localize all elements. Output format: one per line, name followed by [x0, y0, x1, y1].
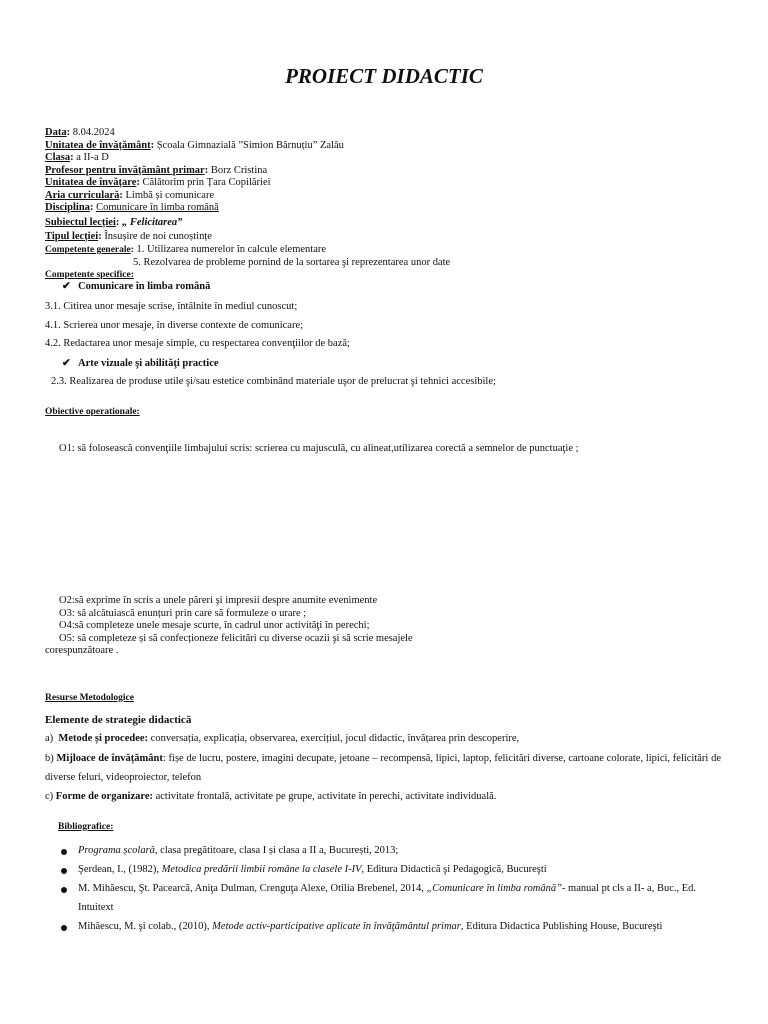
discipline-value: Comunicare în limba română: [96, 202, 219, 213]
forms-label: Forme de organizare:: [55, 791, 153, 802]
subject-label: Subiectul lecției: [45, 217, 116, 228]
unit-label: Unitatea de învățare: [45, 177, 137, 188]
objective-o5-cont: corespunzătoare .: [45, 645, 119, 656]
date-value: 8.04.2024: [72, 127, 115, 138]
school-value: Școala Gimnazială ”Simion Bărnuțiu” Zalău: [156, 139, 344, 151]
means-row: b) Mijloace de învățământ: fișe de lucru, postere, imagini decupate, jetoane – recompensă, lipici, laptop, felicitări diverse, cartoane colorate, lipici, felicitări de diverse feluri, videoproiector, telefon: [45, 753, 721, 783]
methods-row: a) Metode și procedee: conversația, explicația, observarea, exercițiul, jocul didactic, învățarea prin descoperire,: [45, 733, 520, 744]
strategy-heading: Elemente de strategie didactică: [45, 714, 192, 726]
forms-value: activitate frontală, activitate pe grupe, activitate în perechi, activitate individuală.: [155, 791, 497, 802]
competence-3-1: 3.1. Citirea unor mesaje scrise, întâlnite în mediul cunoscut;: [45, 301, 298, 312]
area-label: Aria curriculară: [45, 189, 120, 201]
area-value: Limbă și comunicare: [125, 189, 215, 201]
section-heading-romanian: ✔ Comunicare în limba română: [62, 281, 211, 292]
forms-row: c) Forme de organizare: activitate frontală, activitate pe grupe, activitate în perechi, activitate individuală.: [45, 791, 497, 802]
objective-o4: O4:să completeze unele mesaje scurte, în cadrul unor activităţi în perechi;: [59, 620, 370, 631]
area-row: Aria curriculară: Limbă și comunicare: [45, 189, 215, 201]
teacher-row: Profesor pentru învățământ primar: Borz Cristina: [45, 164, 268, 176]
teacher-label: Profesor pentru învățământ primar: [45, 164, 205, 176]
page-title: PROIECT DIDACTIC: [285, 64, 483, 88]
general-competence-1: 1. Utilizarea numerelor în calcule elementare: [136, 244, 327, 255]
subject-row: Subiectul lecției: „ Felicitarea”: [45, 217, 183, 228]
specific-competences-label: Competente specifice:: [45, 270, 134, 280]
unit-value: Călătorim prin Țara Copilăriei: [142, 177, 271, 188]
unit-row: Unitatea de învățare: Călătorim prin Țara Copilăriei: [45, 177, 271, 188]
objective-o1: O1: să folosească convenţiile limbajului scris: scrierea cu majusculă, cu alineat,utilizarea corectă a semnelor de punctuaţie ;: [59, 443, 579, 454]
section-heading-arts: ✔ Arte vizuale şi abilităţi practice: [62, 358, 219, 369]
bullet-icon: [61, 887, 67, 893]
bullet-icon: [61, 868, 67, 874]
competence-4-2: 4.2. Redactarea unor mesaje simple, cu respectarea convenţiilor de bază;: [45, 338, 350, 349]
resources-label: Resurse Metodologice: [45, 693, 134, 703]
checkmark-icon: ✔: [62, 281, 71, 292]
checkmark-icon: ✔: [62, 358, 71, 369]
objective-o2: O2:să exprime în scris a unele păreri şi impresii despre anumite evenimente: [59, 595, 378, 606]
teacher-value: Borz Cristina: [210, 164, 268, 176]
bibliography-item: Mihăescu, M. şi colab., (2010), Metode activ-participative aplicate în învăţământul primar, Editura Didactica Publishing House, Bucureşti: [78, 921, 662, 932]
general-competences-row: Competente generale: 1. Utilizarea numerelor în calcule elementare: [45, 244, 327, 255]
lesson-type-value: Însușire de noi cunoștințe: [104, 231, 212, 242]
objectives-label: Obiective operationale:: [45, 407, 140, 417]
lesson-type-label: Tipul lecției: [45, 231, 99, 242]
bibliography-item: Şerdean, I., (1982), Metodica predării limbii române la clasele I-IV, Editura Didactică şi Pedagogică, Bucureşti: [78, 864, 547, 875]
school-row: Unitatea de învățământ: Școala Gimnazială ”Simion Bărnuțiu” Zalău: [45, 139, 344, 151]
class-row: Clasa: a II-a D: [45, 152, 109, 163]
methods-value: conversația, explicația, observarea, exercițiul, jocul didactic, învățarea prin descoperire,: [150, 733, 520, 744]
discipline-label: Disciplina: [45, 202, 90, 213]
means-label: Mijloace de învățământ: [56, 753, 163, 764]
date-row: Data: 8.04.2024: [45, 127, 115, 138]
discipline-row: Disciplina: Comunicare în limba română: [45, 202, 219, 213]
competence-4-1: 4.1. Scrierea unor mesaje, în diverse contexte de comunicare;: [45, 320, 304, 331]
objective-o5: O5: să completeze și să confecționeze felicitări cu diverse ocazii şi să scrie mesajele: [59, 632, 413, 644]
bullet-icon: [61, 925, 67, 931]
bibliography-label: Bibliografice:: [58, 822, 114, 832]
class-value: a II-a D: [76, 152, 109, 163]
means-value: : fișe de lucru, postere, imagini decupate, jetoane – recompensă, lipici, laptop, felicitări diverse, cartoane colorate, lipici, felicitări de diverse feluri, videoproiector, telefon: [45, 753, 721, 783]
general-competences-label: Competente generale: [45, 245, 131, 255]
date-label: Data: [45, 127, 67, 138]
competence-2-3: 2.3. Realizarea de produse utile şi/sau estetice combinând materiale uşor de prelucrat şi tehnici accesibile;: [51, 376, 496, 387]
lesson-type-row: Tipul lecției: Însușire de noi cunoștințe: [45, 231, 212, 242]
subject-value: „ Felicitarea”: [122, 217, 183, 228]
school-label: Unitatea de învățământ: [45, 139, 151, 151]
class-label: Clasa: [45, 152, 71, 163]
methods-label: Metode și procedee:: [58, 733, 149, 744]
bibliography-item: M. Mihăescu, Şt. Pacearcă, Aniţa Dulman, Crenguţa Alexe, Otilia Brebenel, 2014, „Comunicare în limba română”- manual pt cls a II- a, Buc., Ed.: [78, 883, 696, 894]
objective-o3: O3: să alcătuiască enunțuri prin care să formuleze o urare ;: [59, 607, 307, 619]
general-competence-2: 5. Rezolvarea de probleme pornind de la sortarea şi reprezentarea unor date: [133, 257, 451, 268]
bibliography-item: Programa școlară, clasa pregătitoare, clasa I și clasa a II a, București, 2013;: [78, 845, 398, 856]
bullet-icon: [61, 849, 67, 855]
bibliography-item-cont: Intuitext: [78, 902, 114, 913]
